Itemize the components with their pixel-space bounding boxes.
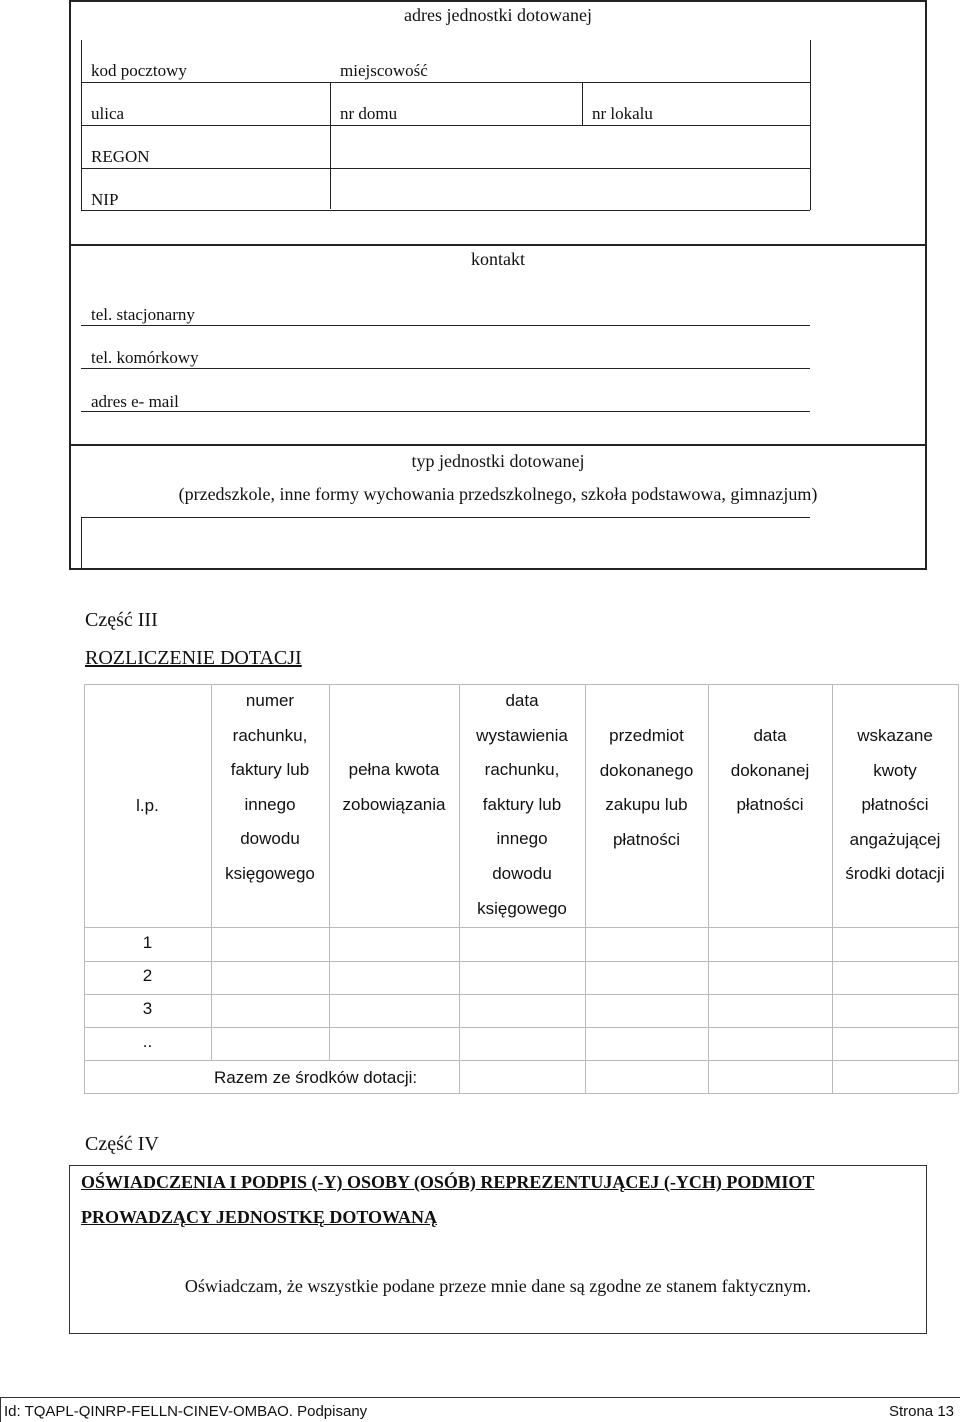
- col2-line: numer: [245, 691, 295, 710]
- address-contact-separator: [69, 244, 927, 246]
- col7-line: angażującej: [849, 829, 941, 849]
- part4-label: Część IV: [85, 1133, 159, 1155]
- col5-line: płatności: [612, 829, 681, 849]
- regon-label: REGON: [91, 147, 150, 166]
- col4-line: dowodu: [492, 863, 552, 883]
- landline-label: tel. stacjonarny: [91, 305, 195, 324]
- street-label: ulica: [91, 104, 125, 123]
- contact-section-title: kontakt: [471, 249, 525, 269]
- table-row-number: 3: [142, 999, 153, 1018]
- col-header-issue-date: [459, 684, 585, 926]
- part3-heading: ROZLICZENIE DOTACJI: [85, 647, 302, 669]
- col-header-payment-date: [708, 719, 832, 823]
- table-row-number: 2: [142, 966, 153, 985]
- col-header-purchase-subject: [585, 719, 708, 857]
- footer-page-number: Strona 13: [888, 1403, 954, 1420]
- col-header-document-number: [211, 684, 329, 892]
- part4-heading-line2: PROWADZĄCY JEDNOSTKĘ DOTOWANĄ: [81, 1207, 438, 1227]
- part4-heading-line1: OŚWIADCZENIA I PODPIS (-Y) OSOBY (OSÓB) REPREZENTUJĄCEJ (-YCH) PODMIOT: [81, 1172, 815, 1192]
- col2-line: innego: [244, 794, 296, 814]
- col3-line: pełna kwota: [348, 760, 440, 779]
- col5-line: przedmiot: [609, 726, 684, 745]
- email-label: adres e- mail: [91, 392, 179, 411]
- contact-type-separator: [69, 444, 927, 446]
- email-field-line[interactable]: [81, 411, 810, 412]
- col2-line: faktury lub: [230, 760, 310, 780]
- col7-line: kwoty: [873, 760, 917, 780]
- mobile-field-line[interactable]: [81, 368, 810, 369]
- nip-field-line[interactable]: [81, 210, 810, 211]
- col2-line: rachunku,: [232, 725, 308, 745]
- street-field-line[interactable]: [81, 125, 810, 126]
- col3-line: zobowiązania: [342, 794, 446, 814]
- col4-line: faktury lub: [482, 794, 562, 814]
- col4-line: wystawienia: [476, 725, 568, 745]
- unit-type-subtitle: (przedszkole, inne formy wychowania przedszkolnego, szkoła podstawowa, gimnazjum): [178, 484, 818, 504]
- col4-line: innego: [496, 829, 548, 849]
- footer-rule: [0, 1397, 960, 1398]
- col2-line: dowodu: [240, 829, 300, 849]
- col2-line: księgowego: [225, 863, 315, 883]
- total-label: Razem ze środków dotacji:: [214, 1068, 418, 1087]
- col4-line: księgowego: [477, 898, 567, 918]
- col-header-full-amount: [329, 753, 459, 822]
- part3-label: Część III: [85, 609, 158, 631]
- declaration-statement: Oświadczam, że wszystkie podane przeze mnie dane są zgodne ze stanem faktycznym.: [184, 1276, 812, 1296]
- house-no-label: nr domu: [340, 104, 398, 123]
- col-header-lp: l.p.: [136, 796, 159, 815]
- col6-line: dokonanej: [730, 760, 810, 780]
- col7-line: środki dotacji: [845, 864, 945, 884]
- col7-line: płatności: [861, 795, 929, 815]
- footer-id: Id: TQAPL-QINRP-FELLN-CINEV-OMBAO. Podpisany: [4, 1403, 368, 1420]
- col5-line: dokonanego: [599, 760, 694, 780]
- postal-code-label: kod pocztowy: [91, 61, 187, 80]
- col7-line: wskazane: [857, 726, 933, 745]
- col5-line: zakupu lub: [605, 795, 688, 815]
- address-section-title: adres jednostki dotowanej: [404, 5, 592, 25]
- apartment-no-label: nr lokalu: [592, 104, 653, 123]
- table-row-number: ..: [142, 1032, 153, 1051]
- col4-line: data: [505, 691, 539, 710]
- col-header-payment-amount: [832, 719, 958, 892]
- col4-line: rachunku,: [484, 760, 560, 780]
- unit-type-title: typ jednostki dotowanej: [411, 451, 585, 471]
- city-label: miejscowość: [340, 61, 428, 80]
- landline-field-line[interactable]: [81, 325, 810, 326]
- postal-city-field-line[interactable]: [81, 82, 810, 83]
- col6-line: płatności: [736, 795, 804, 815]
- table-row-number: 1: [142, 933, 153, 952]
- footer-left-edge: [0, 1397, 1, 1422]
- unit-type-field-line[interactable]: [81, 517, 810, 518]
- col6-line: data: [753, 726, 787, 745]
- nip-label: NIP: [91, 190, 119, 209]
- mobile-label: tel. komórkowy: [91, 348, 199, 367]
- regon-field-line[interactable]: [81, 168, 810, 169]
